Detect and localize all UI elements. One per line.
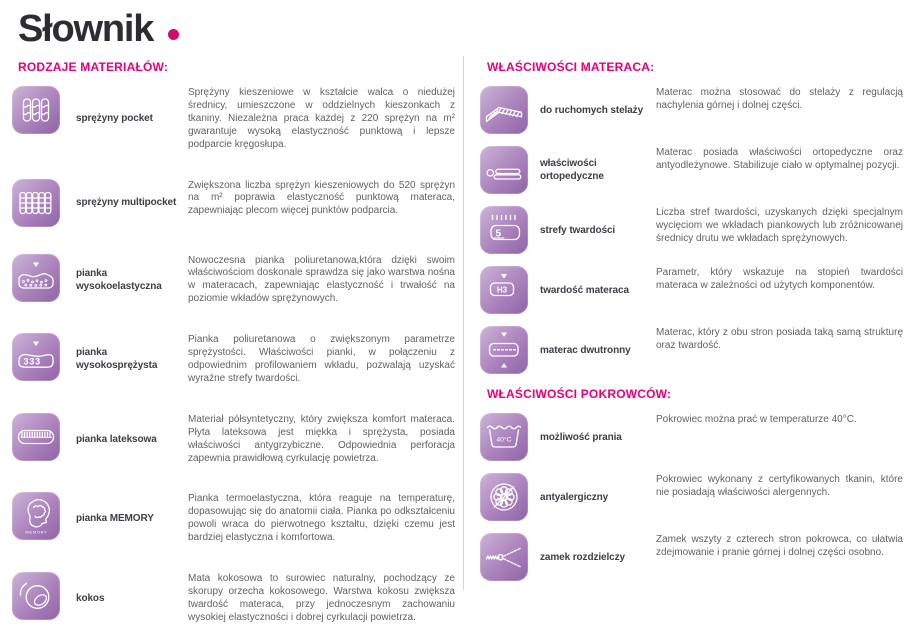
section-header-mattress: WŁAŚCIWOŚCI MATERACA: — [487, 60, 655, 74]
item-description: Nowoczesna pianka poliuretanowa,która dzięki swoim właściwościom doskonale sprawdza się jako warstwa nośna w materacach, zapewniając elastyczność i trwałość na poziomie wkładów sprężynowych. — [188, 254, 455, 305]
item-description: Pokrowiec można prać w temperaturze 40°C. — [656, 414, 857, 425]
properties-section — [464, 52, 913, 590]
coconut-icon — [14, 574, 58, 618]
item-label: pianka lateksowa — [76, 433, 157, 445]
row-anti-allergic — [480, 473, 903, 521]
item-label: twardość materaca — [540, 284, 629, 296]
item-description: Materiał półsyntetyczny, który zwiększa komfort materaca. Płyta lateksowa jest miękka i sprężysta, posiada właściwości antygrzybiczne. Odpowiednia perforacja zapewnia prawidłową cyrkulację powietrza. — [188, 413, 455, 464]
icon-tile — [12, 333, 60, 381]
item-label: zamek rozdzielczy — [540, 551, 626, 563]
two-column-layout — [0, 52, 913, 623]
washable-icon — [482, 415, 526, 459]
item-description: Mata kokosowa to surowiec naturalny, pochodzący ze skorupy orzecha kokosowego. Warstwa kokosu zwiększa twardość materaca, przy jednoczesnym zachowaniu wysokiej elastyczności i dobrej cyrkulacji powietrza. — [188, 573, 455, 623]
icon-tile — [480, 206, 528, 254]
item-description: Materac, który z obu stron posiada taką samą strukturę oraz twardość. — [656, 327, 903, 351]
item-label: pianka wysokoelastyczna — [76, 267, 162, 292]
row-orthopedic — [480, 146, 903, 194]
item-label: możliwość prania — [540, 431, 622, 443]
row-coconut — [12, 572, 455, 625]
two-sided-mattress-icon — [482, 328, 526, 372]
row-latex-foam — [12, 413, 455, 466]
hardness-zones-icon — [482, 208, 526, 252]
row-high-elastic-foam — [12, 254, 455, 307]
row-multipocket-springs — [12, 179, 455, 227]
adjustable-frame-icon — [482, 88, 526, 132]
zones-count-glyph: 5 — [495, 228, 502, 240]
icon-tile — [12, 572, 60, 620]
page-header — [0, 0, 913, 52]
item-label: sprężyny pocket — [76, 113, 153, 125]
item-description: Materac można stosować do stelaży z regulacją nachylenia górnej i dolnej części. — [656, 87, 903, 111]
row-two-sided-mattress — [480, 326, 903, 374]
icon-tile — [480, 266, 528, 314]
item-label: pianka MEMORY — [76, 513, 154, 525]
page-title: Słownik — [18, 8, 154, 50]
row-mattress-hardness — [480, 266, 903, 314]
item-description: Pianka termoelastyczna, która reaguje na temperaturę, dopasowując się do anatomii ciała. Pianka po odkształceniu powoli wraca do pierwotnego kształtu, dzięki czemu jest bardziej elastyczna i komfortowa. — [188, 493, 455, 544]
row-split-zipper — [480, 533, 903, 581]
mattress-hardness-icon — [482, 268, 526, 312]
icon-tile — [480, 473, 528, 521]
latex-foam-icon — [14, 415, 58, 459]
high-elastic-foam-icon — [14, 256, 58, 300]
hardness-grade-glyph: H3 — [496, 285, 508, 295]
section-header-materials: RODZAJE MATERIAŁÓW: — [18, 60, 169, 74]
item-description: Zwiększona liczba sprężyn kieszeniowych do 520 sprężyn na m² poprawia elastyczność punktową materaca, zapewniając plecom więcej punktów podparcia. — [188, 179, 455, 217]
row-adjustable-frame — [480, 86, 903, 134]
item-label: właściwości ortopedyczne — [540, 158, 604, 182]
item-label: kokos — [76, 592, 105, 604]
item-label: do ruchomych stelaży — [540, 104, 644, 116]
wash-temperature-glyph: 40°C — [496, 436, 512, 444]
row-hardness-zones — [480, 206, 903, 254]
memory-caption: MEMORY — [25, 529, 48, 535]
row-memory-foam — [12, 492, 455, 545]
item-description: Parametr, który wskazuje na stopień twardości materaca w zależności od użytych komponentów. — [656, 267, 903, 291]
row-washable — [480, 413, 903, 461]
item-description: Pokrowiec wykonany z certyfikowanych tkanin, które nie posiadają właściwości alergennych. — [656, 474, 903, 498]
icon-tile — [480, 533, 528, 581]
split-zipper-icon — [482, 535, 526, 579]
orthopedic-icon — [482, 148, 526, 192]
item-description: Liczba stref twardości, uzyskanych dzięki specjalnym wycięciom we wkładach piankowych lub zróżnicowanej średnicy drutu we wkładach sprężynowych. — [656, 207, 903, 244]
section-header-covers: WŁAŚCIWOŚCI POKROWCÓW: — [487, 387, 672, 401]
pocket-springs-icon — [14, 88, 58, 132]
row-pocket-springs — [12, 86, 455, 152]
icon-tile — [12, 492, 60, 540]
item-description: Materac posiada właściwości ortopedyczne oraz antyodleżynowe. Stabilizuje ciało w optymalnej pozycji. — [656, 147, 903, 171]
high-resilience-foam-icon — [14, 335, 58, 379]
icon-tile — [480, 86, 528, 134]
item-description: Pianka poliuretanowa o zwiększonym parametrze sprężystości. Właściwości pianki, w połączeniu z odpowiednim profilowaniem wkładu, pozwalają uzyskać wyraźne strefy twardości. — [188, 334, 455, 384]
multipocket-springs-icon — [14, 181, 58, 225]
anti-allergic-icon — [482, 475, 526, 519]
item-description: Zamek wszyty z czterech stron pokrowca, co ułatwia zdejmowanie i pranie górnej i dolnej części osobno. — [656, 534, 903, 558]
item-label: sprężyny multipocket — [76, 197, 177, 209]
item-label: pianka wysokosprężysta — [76, 347, 158, 372]
icon-tile — [480, 326, 528, 374]
memory-foam-icon — [14, 494, 58, 538]
icon-tile — [12, 179, 60, 227]
item-label: strefy twardości — [540, 224, 616, 236]
icon-tile — [480, 413, 528, 461]
accent-dot-icon — [168, 29, 179, 40]
item-label: materac dwutronny — [540, 344, 631, 356]
icon-tile — [12, 413, 60, 461]
icon-tile — [12, 254, 60, 302]
icon-tile — [12, 86, 60, 134]
item-label: antyalergiczny — [540, 491, 609, 503]
materials-section — [0, 52, 463, 623]
icon-tile — [480, 146, 528, 194]
row-high-resilience-foam — [12, 333, 455, 386]
springs-glyphs: 333 — [23, 356, 41, 367]
item-description: Sprężyny kieszeniowe w kształcie walca o niedużej średnicy, umieszczone w oddzielnych kieszonkach z tkaniny. Niezależna praca każdej z 220 sprężyn na m² gwarantuje wysoką elastyczność punktową i lepsze podparcie kręgosłupa. — [188, 87, 455, 150]
